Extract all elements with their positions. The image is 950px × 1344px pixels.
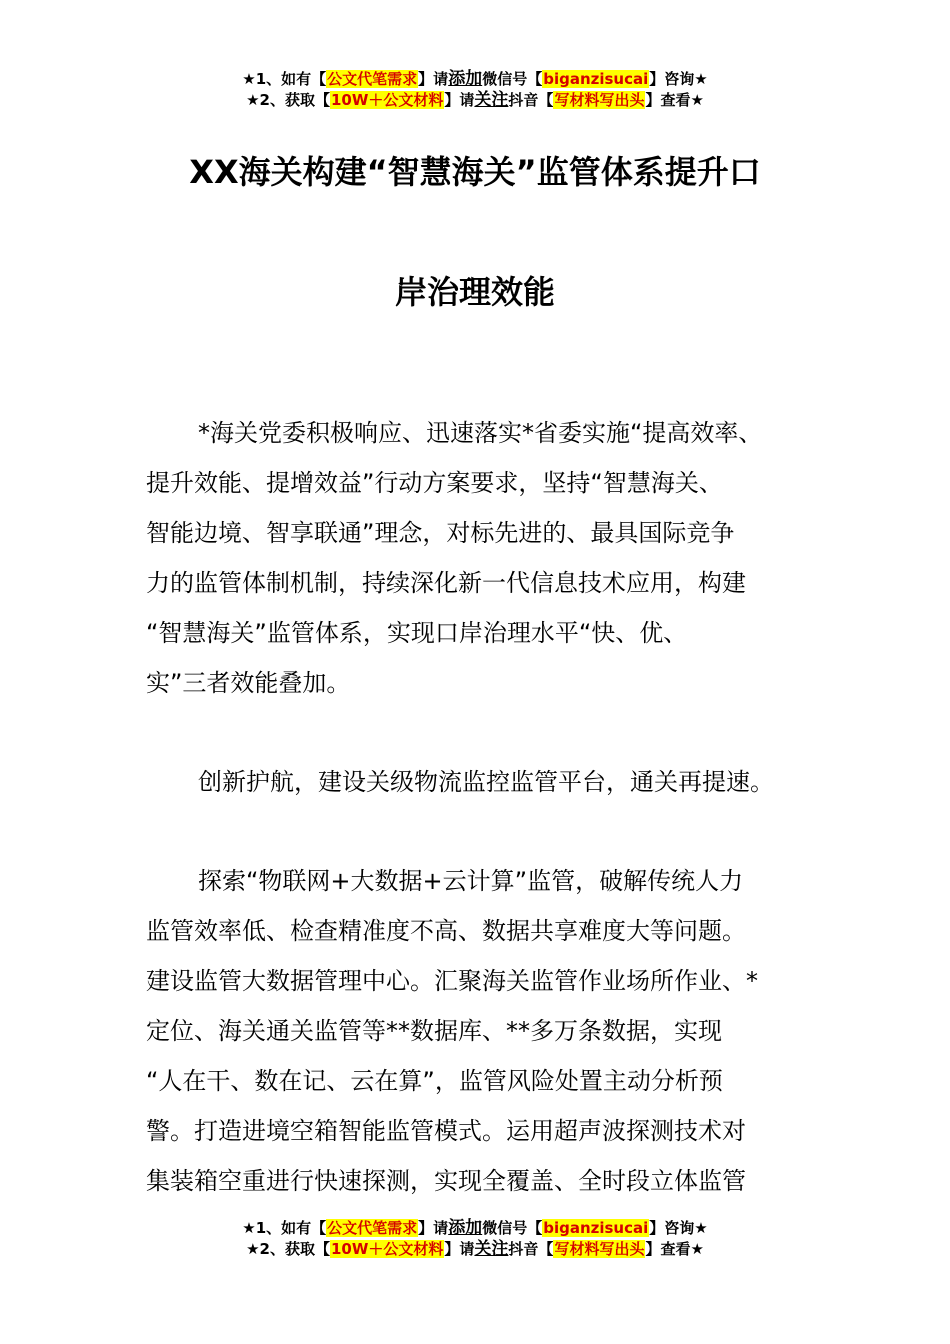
banner-text: ★1、如有【	[242, 70, 327, 88]
text-line: 集装箱空重进行快速探测，实现全覆盖、全时段立体监管	[146, 1167, 746, 1195]
banner-text: 】请	[444, 1240, 475, 1258]
text-line: 智能边境、智享联通”理念，对标先进的、最具国际竞争	[146, 519, 735, 547]
highlight-materials: 10W＋公文材料	[330, 91, 444, 109]
underlined-text: 添加	[448, 1218, 483, 1238]
text-line: 建设监管大数据管理中心。汇聚海关监管作业场所作业、*	[146, 967, 758, 995]
banner-text: ★2、获取【	[246, 1240, 330, 1258]
banner-text: 】请	[444, 91, 475, 109]
underlined-text: 关注	[474, 90, 509, 110]
text-line: “人在干、数在记、云在算”，监管风险处置主动分析预	[146, 1067, 723, 1095]
text-line: “智慧海关”监管体系，实现口岸治理水平“快、优、	[146, 619, 688, 647]
document-title-line-1: XX海关构建“智慧海关”监管体系提升口	[189, 153, 761, 191]
banner-text: ★1、如有【	[242, 1219, 327, 1237]
banner-line-1	[0, 69, 950, 90]
paragraph-body	[146, 856, 826, 1206]
footer-banner	[0, 1218, 950, 1260]
paragraph-heading	[146, 757, 826, 807]
text-line: 力的监管体制机制，持续深化新一代信息技术应用，构建	[146, 569, 746, 597]
text-line: 定位、海关通关监管等**数据库、**多万条数据，实现	[146, 1017, 722, 1045]
banner-text: 】咨询★	[649, 70, 708, 88]
banner-line-1	[0, 1218, 950, 1239]
text-line: 探索“物联网+大数据+云计算”监管，破解传统人力	[198, 867, 744, 895]
banner-text: 微信号【	[482, 1219, 543, 1237]
text-line: 警。打造进境空箱智能监管模式。运用超声波探测技术对	[146, 1117, 746, 1145]
banner-text: 】查看★	[645, 91, 704, 109]
text-line: 提升效能、提增效益”行动方案要求，坚持“智慧海关、	[146, 469, 723, 497]
paragraph-intro	[146, 408, 826, 708]
text-line: *海关党委积极响应、迅速落实*省委实施“提高效率、	[198, 419, 763, 447]
banner-text: 抖音【	[508, 1240, 554, 1258]
underlined-text: 关注	[474, 1239, 509, 1259]
banner-text: ★2、获取【	[246, 91, 330, 109]
document-title-line-2: 岸治理效能	[394, 273, 555, 311]
banner-text: 】咨询★	[649, 1219, 708, 1237]
highlight-wechat-id: biganzisucai	[543, 70, 649, 88]
banner-text: 微信号【	[482, 70, 543, 88]
text-line: 实”三者效能叠加。	[146, 669, 351, 697]
banner-line-2	[0, 1239, 950, 1260]
highlight-douyin-id: 写材料写出头	[554, 1240, 645, 1258]
underlined-text: 添加	[448, 69, 483, 89]
text-line: 监管效率低、检查精准度不高、数据共享难度大等问题。	[146, 917, 746, 945]
banner-text: 】请	[418, 70, 449, 88]
highlight-service: 公文代笔需求	[327, 1219, 418, 1237]
banner-line-2	[0, 90, 950, 111]
header-banner	[0, 69, 950, 111]
highlight-douyin-id: 写材料写出头	[554, 91, 645, 109]
banner-text: 】查看★	[645, 1240, 704, 1258]
banner-text: 】请	[418, 1219, 449, 1237]
text-line: 创新护航，建设关级物流监控监管平台，通关再提速。	[198, 768, 774, 796]
highlight-service: 公文代笔需求	[327, 70, 418, 88]
banner-text: 抖音【	[508, 91, 554, 109]
highlight-wechat-id: biganzisucai	[543, 1219, 649, 1237]
highlight-materials: 10W＋公文材料	[330, 1240, 444, 1258]
